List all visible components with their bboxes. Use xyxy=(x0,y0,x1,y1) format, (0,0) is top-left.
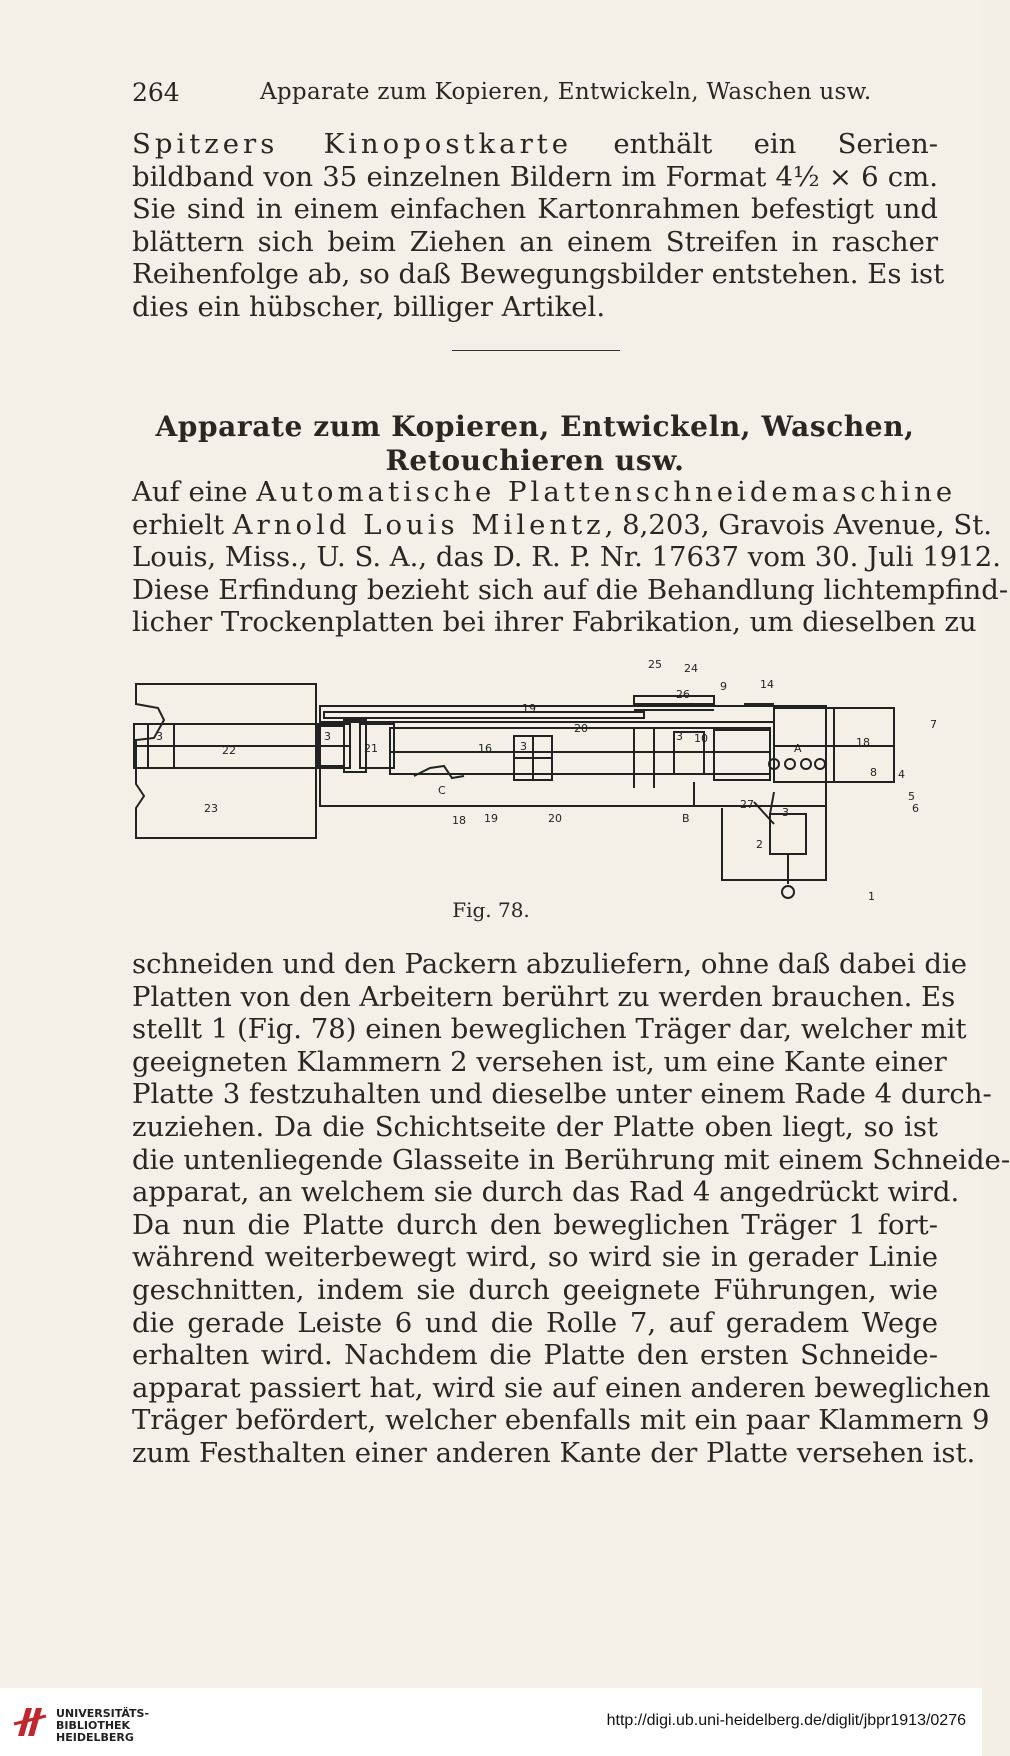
fig-label: 19 xyxy=(484,812,498,825)
section-heading-line-1: Apparate zum Kopieren, Entwickeln, Waschen, xyxy=(155,410,915,443)
paragraph-kinopostkarte xyxy=(132,128,945,324)
text-line xyxy=(132,1045,947,1079)
text-segment: erhalten wird. Nachdem die Platte den ersten Schneide- xyxy=(132,1339,938,1372)
fig-label: 16 xyxy=(478,742,492,755)
text-segment: Louis, Miss., U. S. A., das D. R. P. Nr. 17637 vom 30. Juli 1912. xyxy=(132,541,1001,574)
text-segment: zuziehen. Da die Schichtseite der Platte oben liegt, so ist xyxy=(132,1110,938,1143)
text-segment: bildband von 35 einzelnen Bildern im Format 4½ × 6 cm. xyxy=(132,160,938,193)
fig-label: B xyxy=(682,812,690,825)
fig-label: 3 xyxy=(676,730,683,743)
fig-label: 24 xyxy=(684,662,698,675)
fig-label: 6 xyxy=(912,802,919,815)
text-line xyxy=(132,606,977,639)
text-line xyxy=(132,1209,938,1242)
text-line xyxy=(132,541,1001,574)
fig-label: 20 xyxy=(548,812,562,825)
fig-label: C xyxy=(438,784,446,797)
text-line xyxy=(132,226,938,259)
fig-label: 25 xyxy=(648,658,662,671)
page-number: 264 xyxy=(132,78,180,107)
fig-label: 22 xyxy=(222,744,236,757)
text-segment: die untenliegende Glasseite in Berührung mit einem Schneide- xyxy=(132,1143,1010,1176)
paragraph-description xyxy=(132,948,1010,1470)
text-line xyxy=(132,1307,938,1340)
fig-label: A xyxy=(794,742,802,755)
fig-label: 3 xyxy=(324,730,331,743)
university-library-logo-icon xyxy=(12,1702,48,1742)
section-heading-line-2: Retouchieren usw. xyxy=(385,444,685,477)
fig-label: 9 xyxy=(720,680,727,693)
text-segment: Platte 3 festzuhalten und dieselbe unter einem Rade 4 durch- xyxy=(132,1078,992,1111)
text-segment: , 8,203, Gravois Avenue, St. xyxy=(604,508,992,541)
emphasized-text: Arnold Louis Milentz xyxy=(232,508,605,541)
fig-label: 23 xyxy=(204,802,218,815)
fig-label: 3 xyxy=(782,806,789,819)
machine-drawing xyxy=(134,684,894,898)
text-segment: Sie sind in einem einfachen Kartonrahmen befestigt und xyxy=(132,193,938,226)
text-line xyxy=(132,128,938,161)
text-line xyxy=(132,1176,960,1209)
text-segment: schneiden und den Packern abzuliefern, ohne daß dabei die xyxy=(132,948,968,980)
text-line xyxy=(132,1143,1010,1177)
text-line xyxy=(132,1436,976,1470)
text-line xyxy=(132,508,992,542)
section-heading xyxy=(132,410,938,478)
library-name-line: BIBLIOTHEK xyxy=(56,1719,131,1732)
text-segment: stellt 1 (Fig. 78) einen beweglichen Träger dar, welcher mit xyxy=(132,1013,967,1046)
fig-label: 27 xyxy=(740,798,754,811)
text-segment: apparat, an welchem sie durch das Rad 4 angedrückt wird. xyxy=(132,1176,960,1209)
text-line xyxy=(132,291,938,324)
fig-label: 14 xyxy=(760,678,774,691)
library-name xyxy=(56,1708,149,1744)
text-line xyxy=(132,1339,938,1372)
fig-label: 3 xyxy=(156,730,163,743)
text-line xyxy=(132,161,938,194)
fig-label: 20 xyxy=(574,722,588,735)
section-separator xyxy=(452,350,620,351)
running-head xyxy=(132,78,872,107)
fig-label: 18 xyxy=(452,814,466,827)
text-segment: erhielt xyxy=(132,508,233,541)
text-line xyxy=(132,980,956,1014)
fig-label: 18 xyxy=(856,736,870,749)
fig-label: 10 xyxy=(694,732,708,745)
text-line xyxy=(132,258,945,291)
text-segment: Diese Erfindung bezieht sich auf die Behandlung lichtempfind- xyxy=(132,573,1009,606)
text-line xyxy=(132,1371,991,1405)
figure-78-diagram xyxy=(134,648,937,910)
text-line xyxy=(132,1078,992,1111)
fig-label: 4 xyxy=(898,768,905,781)
fig-label: 21 xyxy=(364,742,378,755)
emphasized-text: Automatische Plattenschneidemaschine xyxy=(256,476,957,508)
text-segment: geschnitten, indem sie durch geeignete Führungen, wie xyxy=(132,1273,938,1306)
text-line xyxy=(132,948,968,981)
text-line xyxy=(132,476,957,509)
text-line xyxy=(132,193,938,226)
text-line xyxy=(132,1013,967,1046)
text-line xyxy=(132,573,1009,607)
fig-label: 2 xyxy=(756,838,763,851)
text-line xyxy=(132,1404,990,1437)
library-name-line: UNIVERSITÄTS- xyxy=(56,1707,150,1720)
text-segment: Auf eine xyxy=(132,476,257,508)
text-line xyxy=(132,1274,938,1307)
figure-caption: Fig. 78. xyxy=(452,898,530,922)
running-title: Apparate zum Kopieren, Entwickeln, Waschen usw. xyxy=(260,79,872,105)
text-segment: zum Festhalten einer anderen Kante der Platte versehen ist. xyxy=(132,1436,976,1469)
library-name-line: HEIDELBERG xyxy=(56,1731,134,1744)
text-segment: Träger befördert, welcher ebenfalls mit ein paar Klammern 9 xyxy=(132,1404,990,1437)
text-line xyxy=(132,1111,938,1144)
emphasized-text: Spitzers Kinopostkarte xyxy=(132,128,573,160)
fig-label: 7 xyxy=(930,718,937,731)
fig-label: 1 xyxy=(868,890,875,903)
text-segment: licher Trockenplatten bei ihrer Fabrikation, um dieselben zu xyxy=(132,606,977,639)
fig-label: 5 xyxy=(908,790,915,803)
source-url-link[interactable]: http://digi.ub.uni-heidelberg.de/diglit/jbpr1913/0276 xyxy=(606,1712,966,1729)
footer-bar xyxy=(0,1688,982,1756)
text-segment: die gerade Leiste 6 und die Rolle 7, auf geradem Wege xyxy=(132,1306,938,1339)
text-segment: geeigneten Klammern 2 versehen ist, um eine Kante einer xyxy=(132,1045,947,1078)
fig-label: 8 xyxy=(870,766,877,779)
text-segment: enthält ein Serien- xyxy=(572,128,939,160)
fig-label: 3 xyxy=(520,740,527,753)
text-segment: blättern sich beim Ziehen an einem Streifen in rascher xyxy=(132,225,938,258)
text-segment: Reihenfolge ab, so daß Bewegungsbilder entstehen. Es ist xyxy=(132,258,945,291)
text-segment: dies ein hübscher, billiger Artikel. xyxy=(132,290,606,323)
text-segment: Platten von den Arbeitern berührt zu werden brauchen. Es xyxy=(132,980,956,1013)
text-segment: Da nun die Platte durch den beweglichen Träger 1 fort- xyxy=(132,1208,938,1241)
text-segment: apparat passiert hat, wird sie auf einen anderen beweglichen xyxy=(132,1371,991,1404)
fig-label: 19 xyxy=(522,702,536,715)
fig-label: 26 xyxy=(676,688,690,701)
text-line xyxy=(132,1241,938,1274)
text-segment: während weiterbewegt wird, so wird sie in gerader Linie xyxy=(132,1241,938,1274)
paragraph-plattenschneidemaschine xyxy=(132,476,1009,639)
